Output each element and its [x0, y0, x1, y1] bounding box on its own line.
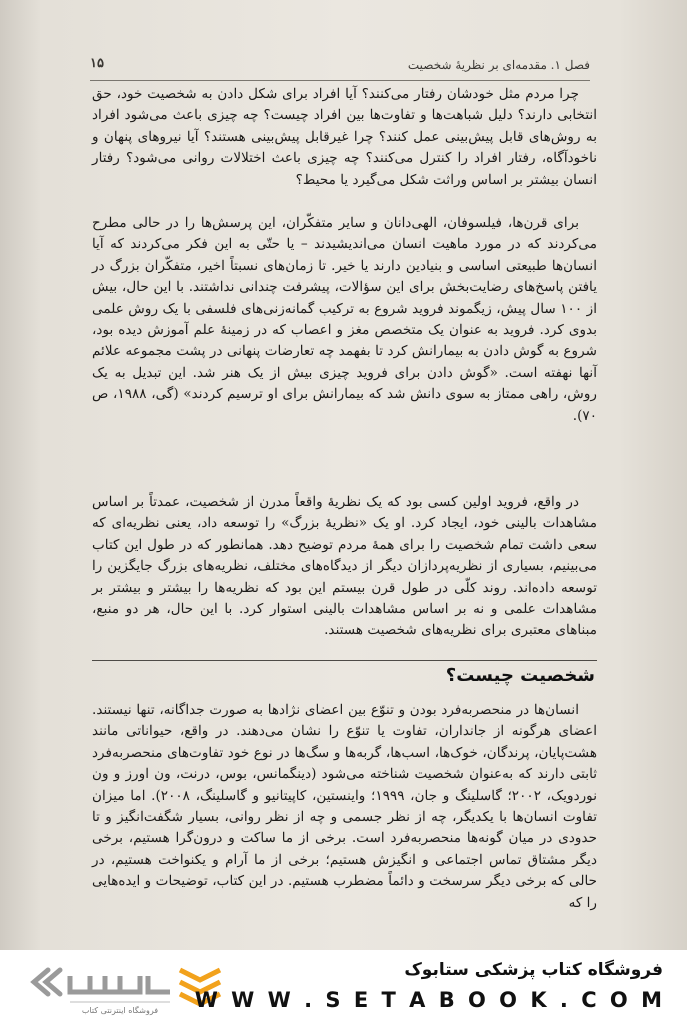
paragraph-4 — [92, 700, 597, 914]
logo-tagline: فروشگاه اینترنتی کتاب — [81, 1006, 159, 1015]
paragraph-4-text: انسان‌ها در منحصربه‌فرد بودن و تنوّع بین اعضای نژادها به صورت جداگانه، تنها نیستند. اعضای هرگونه از جانداران، تفاوت یا تنوّع را نشان می‌دهند. در واقع، حیواناتی مانند هشت‌پایان، پرندگان، خوک‌ها، اسب‌ها، گربه‌ها و سگ‌ها در نوع خود تفاوت‌های منحصربه‌فرد ثابتی دارند که به‌عنوان شخصیت شناخته می‌شود (دینگمانس، بوس، درنت، ون اورز و ون نوردویک، ۲۰۰۲؛ گاسلینگ و جان، ۱۹۹۹؛ واینستین، کاپیتانیو و گاسلینگ، ۲۰۰۸). اما میزان تفاوت انسان‌ها با یکدیگر، چه از نظر جسمی و چه از نظر روانی، بسیار شگفت‌انگیز و تا حدودی در میان گونه‌ها منحصربه‌فرد است. برخی از ما ساکت و درون‌گرا هستیم، برخی دیگر مشتاق تماس اجتماعی و انگیزش هستیم؛ برخی از ما آرام و یکنواخت هستیم، در حالی که برخی دیگر سرسخت و دائماً مضطرب هستیم. در این کتاب، توضیحات و ایده‌هایی را که — [92, 702, 597, 911]
paragraph-2-text: برای قرن‌ها، فیلسوفان، الهی‌دانان و سایر متفکّران، این پرسش‌ها را در حالی مطرح می‌کردند که در مورد ماهیت انسان می‌اندیشیدند – یا حتّی به این فکر می‌کردند که آیا انسان‌ها طبیعتی اساسی و بنیادین دارند یا خیر. تا زمان‌های نسبتاً اخیر، متفکّران بزرگ در یافتن پاسخ‌های رضایت‌بخش برای این سؤالات، پیشرفت چندانی نداشتند. با این حال، بیش از ۱۰۰ سال پیش، زیگموند فروید شروع به ترکیب گمانه‌زنی‌های فلسفی با یک روش علمی بدوی کرد. فروید به عنوان یک متخصص مغز و اعصاب که در زمینهٔ علم آموزش دیده بود، شروع به گوش دادن به بیمارانش کرد تا بفهمد چه تعارضات پنهانی در پشت مجموعه علائم آنها نهفته است. «گوش دادن برای فروید چیزی بیش از یک هنر شد. این تبدیل به یک روش، راهی ممتاز به سوی دانش شد که بیمارانش برای او ترسیم کردند» (گی، ۱۹۸۸، ص ۷۰). — [92, 215, 597, 424]
running-title: فصل ۱. مقدمه‌ای بر نظریهٔ شخصیت — [407, 58, 590, 72]
running-header — [90, 56, 590, 81]
paragraph-3 — [92, 492, 597, 642]
paragraph-3-text: در واقع، فروید اولین کسی بود که یک نظریهٔ واقعاً مدرن از شخصیت، عمدتاً بر اساس مشاهدات بالینی خود، ایجاد کرد. او یک «نظریهٔ بزرگ» را توسعه داد، یعنی نظریه‌ای که سعی داشت تمام شخصیت را برای همهٔ مردم توضیح دهد. همانطور که در طول این کتاب می‌بینیم، بسیاری از نظریه‌پردازان دیگر از دیدگاه‌های مختلف، نظریه‌های بزرگ جایگزین را توسعه داده‌اند. روند کلّی در طول قرن بیستم این بود که نظریه‌ها را بیشتر و بیشتر بر مشاهدات علمی و نه بر اساس مشاهدات بالینی استوار کرد. با این حال، هر دو منبع، مبناهای معتبری برای نظریه‌های شخصیت هستند. — [92, 494, 597, 639]
store-name: فروشگاه کتاب پزشکی ستابوک — [404, 960, 663, 980]
paragraph-1-text: چرا مردم مثل خودشان رفتار می‌کنند؟ آیا افراد برای شکل دادن به شخصیت خود، حق انتخابی دارند؟ دلیل شباهت‌ها و تفاوت‌ها بین افراد چیست؟ چه چیزی باعث می‌شود افراد به روش‌های قابل پیش‌بینی عمل کنند؟ چرا غیرقابل پیش‌بینی هستند؟ آیا نیروهای پنهان و ناخودآگاه، رفتار افراد را کنترل می‌کنند؟ چه چیزی باعث اختلالات روانی می‌شود؟ رفتار انسان بیشتر بر اساس وراثت شکل می‌گیرد یا محیط؟ — [92, 86, 597, 188]
logo-wordmark — [70, 976, 170, 992]
section-divider — [92, 660, 597, 661]
page-number: ۱۵ — [90, 56, 104, 71]
store-url: W W W . S E T A B O O K . C O M — [194, 988, 665, 1012]
section-heading: شخصیت چیست؟ — [445, 665, 595, 686]
paragraph-1 — [92, 84, 597, 191]
paragraph-2 — [92, 213, 597, 427]
chevron-icon — [34, 970, 60, 994]
